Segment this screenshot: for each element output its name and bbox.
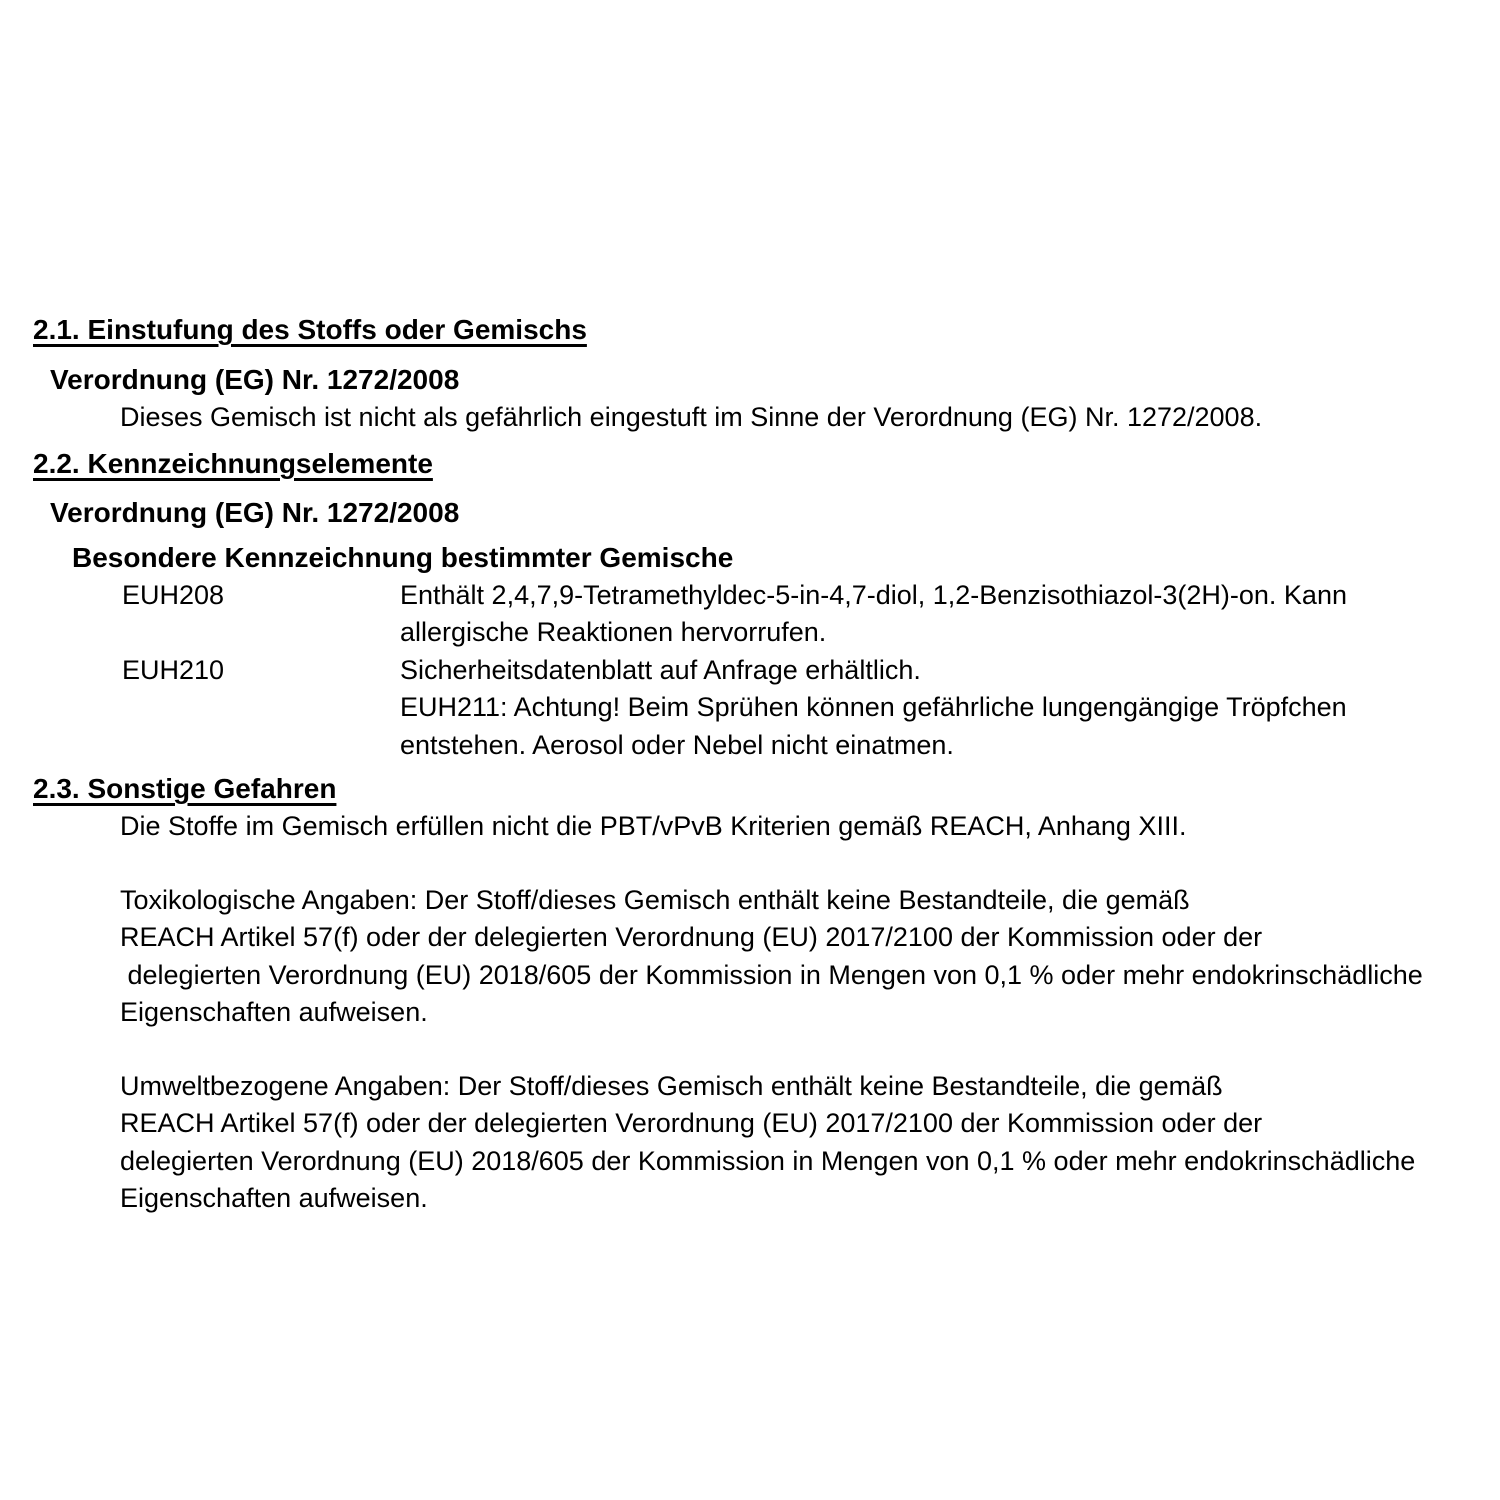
paragraph-line: Eigenschaften aufweisen. bbox=[120, 997, 428, 1027]
euh-row-208 bbox=[122, 577, 1490, 652]
euh-text-line: allergische Reaktionen hervorrufen. bbox=[400, 617, 827, 647]
euh-text-line: entstehen. Aerosol oder Nebel nicht einatmen. bbox=[400, 729, 954, 760]
document-content bbox=[33, 311, 1490, 1218]
paragraph-line: delegierten Verordnung (EU) 2018/605 der Kommission in Mengen von 0,1 % oder mehr endokrinschädliche bbox=[120, 959, 1423, 990]
section-2-2-heading: 2.2. Kennzeichnungselemente bbox=[33, 447, 433, 479]
section-2-1-statement: Dieses Gemisch ist nicht als gefährlich eingestuft im Sinne der Verordnung (EG) Nr. 1272/2008. bbox=[120, 402, 1263, 432]
euh-text-line: Enthält 2,4,7,9-Tetramethyldec-5-in-4,7-diol, 1,2-Benzisothiazol-3(2H)-on. Kann bbox=[400, 579, 1347, 610]
euh-code: EUH210 bbox=[122, 654, 225, 685]
paragraph-line: Umweltbezogene Angaben: Der Stoff/dieses Gemisch enthält keine Bestandteile, die gemäß bbox=[120, 1070, 1223, 1101]
section-2-2-subheading: Verordnung (EG) Nr. 1272/2008 bbox=[50, 496, 460, 528]
euh-text bbox=[400, 577, 1490, 652]
paragraph-line: REACH Artikel 57(f) oder der delegierten Verordnung (EU) 2017/2100 der Kommission oder der bbox=[120, 922, 1263, 952]
euh-code: EUH208 bbox=[122, 579, 225, 610]
section-2-3-pbt-statement: Die Stoffe im Gemisch erfüllen nicht die PBT/vPvB Kriterien gemäß REACH, Anhang XIII. bbox=[120, 811, 1187, 841]
section-2-3-tox-paragraph bbox=[120, 882, 1490, 1032]
euh-text bbox=[400, 652, 1490, 765]
section-2-2-subsubheading: Besondere Kennzeichnung bestimmter Gemische bbox=[72, 541, 734, 573]
paragraph-line: delegierten Verordnung (EU) 2018/605 der Kommission in Mengen von 0,1 % oder mehr endokrinschädliche bbox=[120, 1145, 1416, 1176]
euh-text-line: Sicherheitsdatenblatt auf Anfrage erhältlich. bbox=[400, 654, 921, 685]
paragraph-line: REACH Artikel 57(f) oder der delegierten Verordnung (EU) 2017/2100 der Kommission oder der bbox=[120, 1108, 1263, 1138]
euh-row-210 bbox=[122, 652, 1490, 765]
section-2-3-heading: 2.3. Sonstige Gefahren bbox=[33, 773, 337, 804]
paragraph-line: Toxikologische Angaben: Der Stoff/dieses Gemisch enthält keine Bestandteile, die gemäß bbox=[120, 884, 1190, 915]
section-2-3-env-paragraph bbox=[120, 1068, 1490, 1218]
section-2-1-subheading: Verordnung (EG) Nr. 1272/2008 bbox=[50, 364, 460, 395]
paragraph-line: Eigenschaften aufweisen. bbox=[120, 1183, 428, 1213]
section-2-1-heading: 2.1. Einstufung des Stoffs oder Gemischs bbox=[33, 314, 587, 345]
euh-text-line: EUH211: Achtung! Beim Sprühen können gefährliche lungengängige Tröpfchen bbox=[400, 692, 1347, 722]
